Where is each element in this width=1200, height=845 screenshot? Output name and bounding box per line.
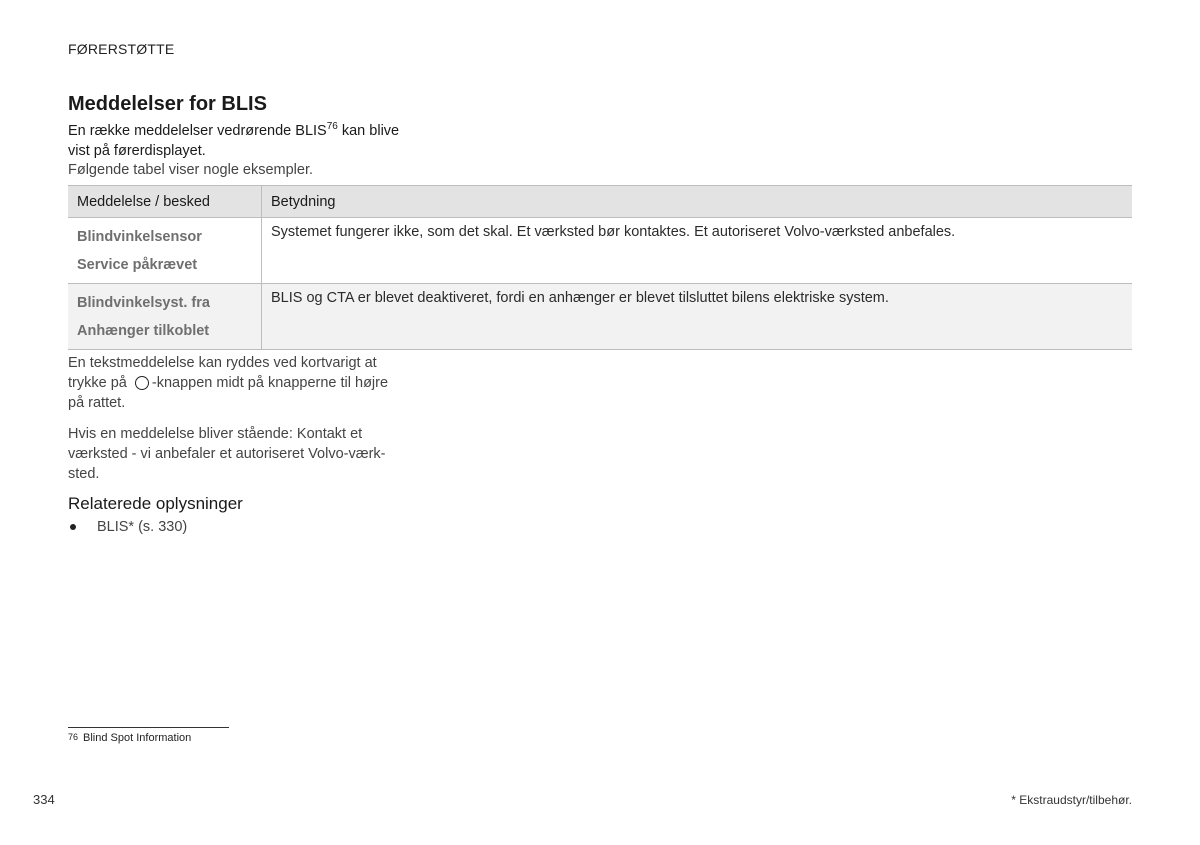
message-line: Blindvinkelsensor — [77, 229, 202, 245]
related-link[interactable] — [68, 517, 187, 537]
message-line: Anhænger tilkoblet — [77, 323, 210, 339]
related-info-title: Relaterede oplysninger — [68, 494, 243, 513]
message-cell — [68, 284, 262, 350]
paragraph-text: En tekstmeddelelse kan ryddes ved kortvarigt at trykke på — [68, 355, 377, 391]
message-cell — [68, 218, 262, 284]
footnote-reference[interactable]: 76 — [326, 121, 338, 132]
table-intro: Følgende tabel viser nogle eksempler. — [68, 162, 314, 178]
page-title: Meddelelser for BLIS — [68, 93, 267, 115]
page-number: 334 — [33, 792, 55, 807]
footnote — [68, 732, 191, 744]
paragraph-text-continued: -knappen midt på knapperne til højre på rattet. — [68, 375, 389, 411]
intro-paragraph — [68, 121, 408, 161]
footnote-number: 76 — [68, 732, 79, 742]
table-row — [68, 284, 1132, 350]
footnote-text: Blind Spot Information — [83, 732, 192, 744]
table-row — [68, 218, 1132, 284]
related-info-list — [68, 517, 187, 537]
messages-table — [68, 185, 1132, 350]
column-header-message: Meddelelse / besked — [68, 186, 262, 218]
section-header: FØRERSTØTTE — [68, 41, 175, 57]
table-header-row — [68, 186, 1132, 218]
meaning-cell: Systemet fungerer ikke, som det skal. Et værksted bør kontaktes. Et autoriseret Volvo-værksted anbefales. — [262, 218, 1133, 284]
meaning-cell: BLIS og CTA er blevet deaktiveret, fordi en anhænger er blevet tilsluttet bilens elektriske system. — [262, 284, 1133, 350]
intro-text-continued: kan blive vist på førerdisplayet. — [68, 123, 400, 159]
message-line: Service påkrævet — [77, 257, 198, 273]
bullet-icon — [70, 524, 76, 530]
intro-text: En række meddelelser vedrørende BLIS — [68, 123, 327, 139]
footnote-divider — [68, 727, 229, 728]
round-button-icon — [135, 376, 149, 390]
message-line: Blindvinkelsyst. fra — [77, 295, 210, 311]
column-header-meaning: Betydning — [262, 186, 1133, 218]
optional-equipment-note: * Ekstraudstyr/tilbehør. — [1011, 793, 1132, 807]
related-link-label[interactable]: BLIS* (s. 330) — [97, 519, 188, 535]
clear-message-paragraph — [68, 353, 408, 413]
persistent-message-paragraph: Hvis en meddelelse bliver stående: Kontakt et værksted - vi anbefaler et autoriseret Volvo-værk-sted. — [68, 426, 386, 482]
